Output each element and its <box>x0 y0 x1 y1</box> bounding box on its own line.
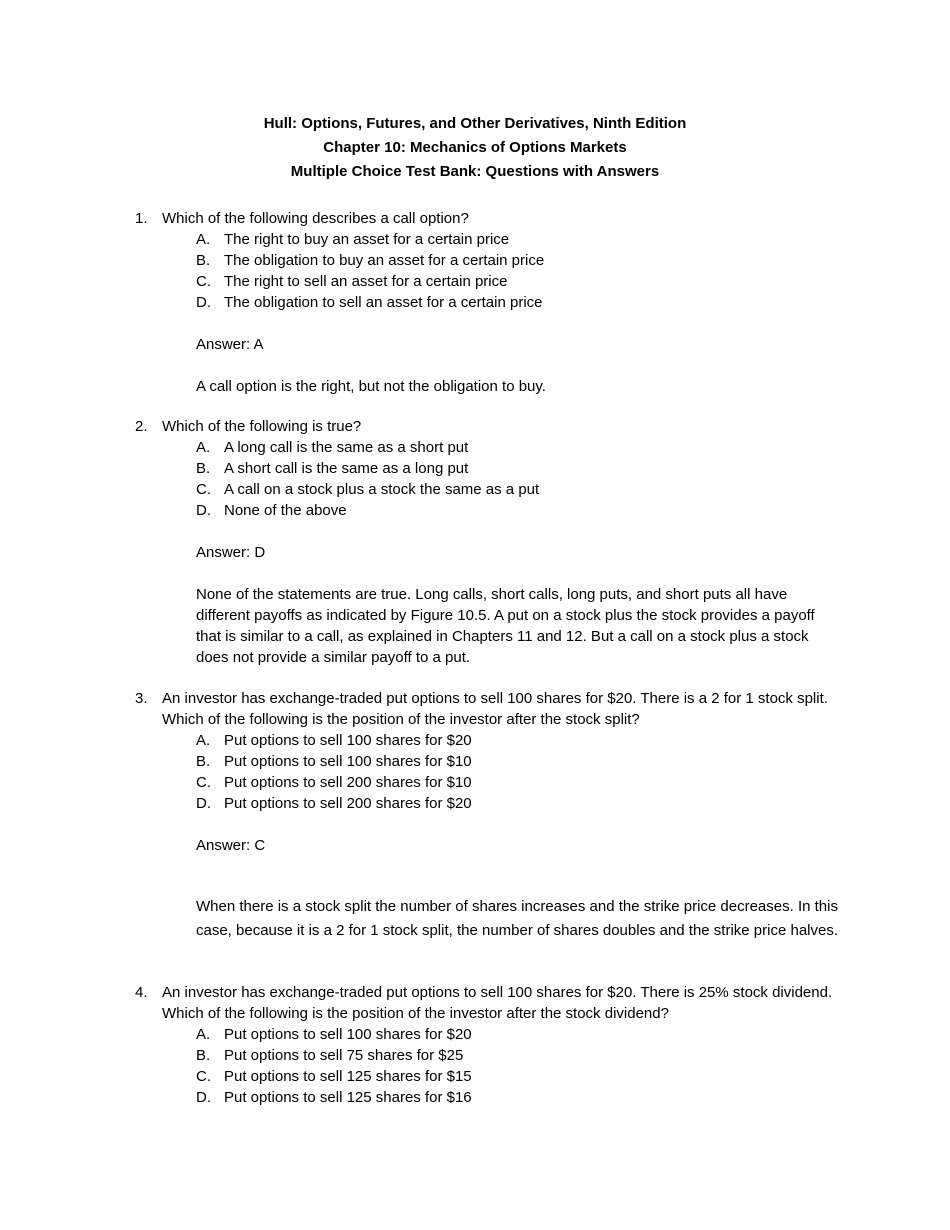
option-a <box>196 730 840 751</box>
option-text: The obligation to buy an asset for a certain price <box>224 252 545 269</box>
option-a <box>196 437 840 458</box>
option-text: A long call is the same as a short put <box>224 439 469 456</box>
option-text: None of the above <box>224 502 347 519</box>
option-letter: A. <box>196 1026 211 1043</box>
test-bank-title: Multiple Choice Test Bank: Questions with Answers <box>290 163 660 180</box>
question-text: Which of the following is true? <box>162 418 362 435</box>
option-text: Put options to sell 200 shares for $10 <box>224 774 472 791</box>
option-d <box>196 1087 840 1108</box>
option-text: Put options to sell 75 shares for $25 <box>224 1047 464 1064</box>
question-number: 4. <box>135 984 148 1001</box>
option-d <box>196 793 840 814</box>
question-number: 3. <box>135 690 148 707</box>
option-a <box>196 1024 840 1045</box>
option-text: The right to buy an asset for a certain price <box>224 231 510 248</box>
option-letter: C. <box>196 774 211 791</box>
option-a <box>196 229 840 250</box>
answer-options <box>196 437 840 521</box>
answer-key: Answer: D <box>196 544 266 561</box>
question-text: An investor has exchange-traded put options to sell 100 shares for $20. There is a 2 for 1 stock split. Which of the following is the position of the investor after the stock split? <box>162 690 828 728</box>
option-c <box>196 479 840 500</box>
option-letter: C. <box>196 1068 211 1085</box>
option-b <box>196 458 840 479</box>
option-letter: C. <box>196 481 211 498</box>
option-c <box>196 1066 840 1087</box>
option-b <box>196 250 840 271</box>
question-text: An investor has exchange-traded put options to sell 100 shares for $20. There is 25% stock dividend. Which of the following is the position of the investor after the stock dividend? <box>162 984 833 1022</box>
question-number: 1. <box>135 210 148 227</box>
question-3 <box>135 688 840 943</box>
answer-options <box>196 730 840 814</box>
option-text: The obligation to sell an asset for a certain price <box>224 294 543 311</box>
option-letter: B. <box>196 460 211 477</box>
option-letter: A. <box>196 231 211 248</box>
option-letter: D. <box>196 1089 211 1106</box>
option-c <box>196 772 840 793</box>
option-letter: D. <box>196 294 211 311</box>
option-letter: A. <box>196 439 211 456</box>
option-letter: B. <box>196 1047 211 1064</box>
option-d <box>196 500 840 521</box>
option-text: Put options to sell 100 shares for $20 <box>224 1026 472 1043</box>
option-text: A short call is the same as a long put <box>224 460 469 477</box>
option-text: Put options to sell 125 shares for $15 <box>224 1068 472 1085</box>
book-title: Hull: Options, Futures, and Other Derivatives, Ninth Edition <box>263 115 687 132</box>
option-letter: B. <box>196 753 211 770</box>
chapter-title: Chapter 10: Mechanics of Options Markets <box>323 139 627 156</box>
question-number: 2. <box>135 418 148 435</box>
answer-explanation: None of the statements are true. Long calls, short calls, long puts, and short puts all have different payoffs as indicated by Figure 10.5. A put on a stock plus the stock provides a payoff that is similar to a call, as explained in Chapters 11 and 12. But a call on a stock plus a stock does not provide a similar payoff to a put. <box>196 586 815 666</box>
option-letter: C. <box>196 273 211 290</box>
option-d <box>196 292 840 313</box>
option-text: A call on a stock plus a stock the same as a put <box>224 481 540 498</box>
option-letter: D. <box>196 795 211 812</box>
question-2 <box>135 416 840 668</box>
option-letter: A. <box>196 732 211 749</box>
answer-explanation: When there is a stock split the number of shares increases and the strike price decreases. In this case, because it is a 2 for 1 stock split, the number of shares doubles and the strike price halves. <box>196 898 839 939</box>
question-1 <box>135 208 840 397</box>
question-text: Which of the following describes a call option? <box>162 210 469 227</box>
option-text: Put options to sell 100 shares for $10 <box>224 753 472 770</box>
option-letter: B. <box>196 252 211 269</box>
answer-key: Answer: A <box>196 336 264 353</box>
answer-options <box>196 229 840 313</box>
option-text: Put options to sell 125 shares for $16 <box>224 1089 472 1106</box>
document-header <box>0 112 950 184</box>
question-4 <box>135 982 840 1123</box>
answer-key: Answer: C <box>196 837 266 854</box>
option-text: Put options to sell 200 shares for $20 <box>224 795 472 812</box>
answer-options <box>196 1024 840 1108</box>
option-b <box>196 751 840 772</box>
option-text: The right to sell an asset for a certain price <box>224 273 508 290</box>
option-text: Put options to sell 100 shares for $20 <box>224 732 472 749</box>
option-b <box>196 1045 840 1066</box>
option-letter: D. <box>196 502 211 519</box>
option-c <box>196 271 840 292</box>
answer-explanation: A call option is the right, but not the obligation to buy. <box>196 378 546 395</box>
